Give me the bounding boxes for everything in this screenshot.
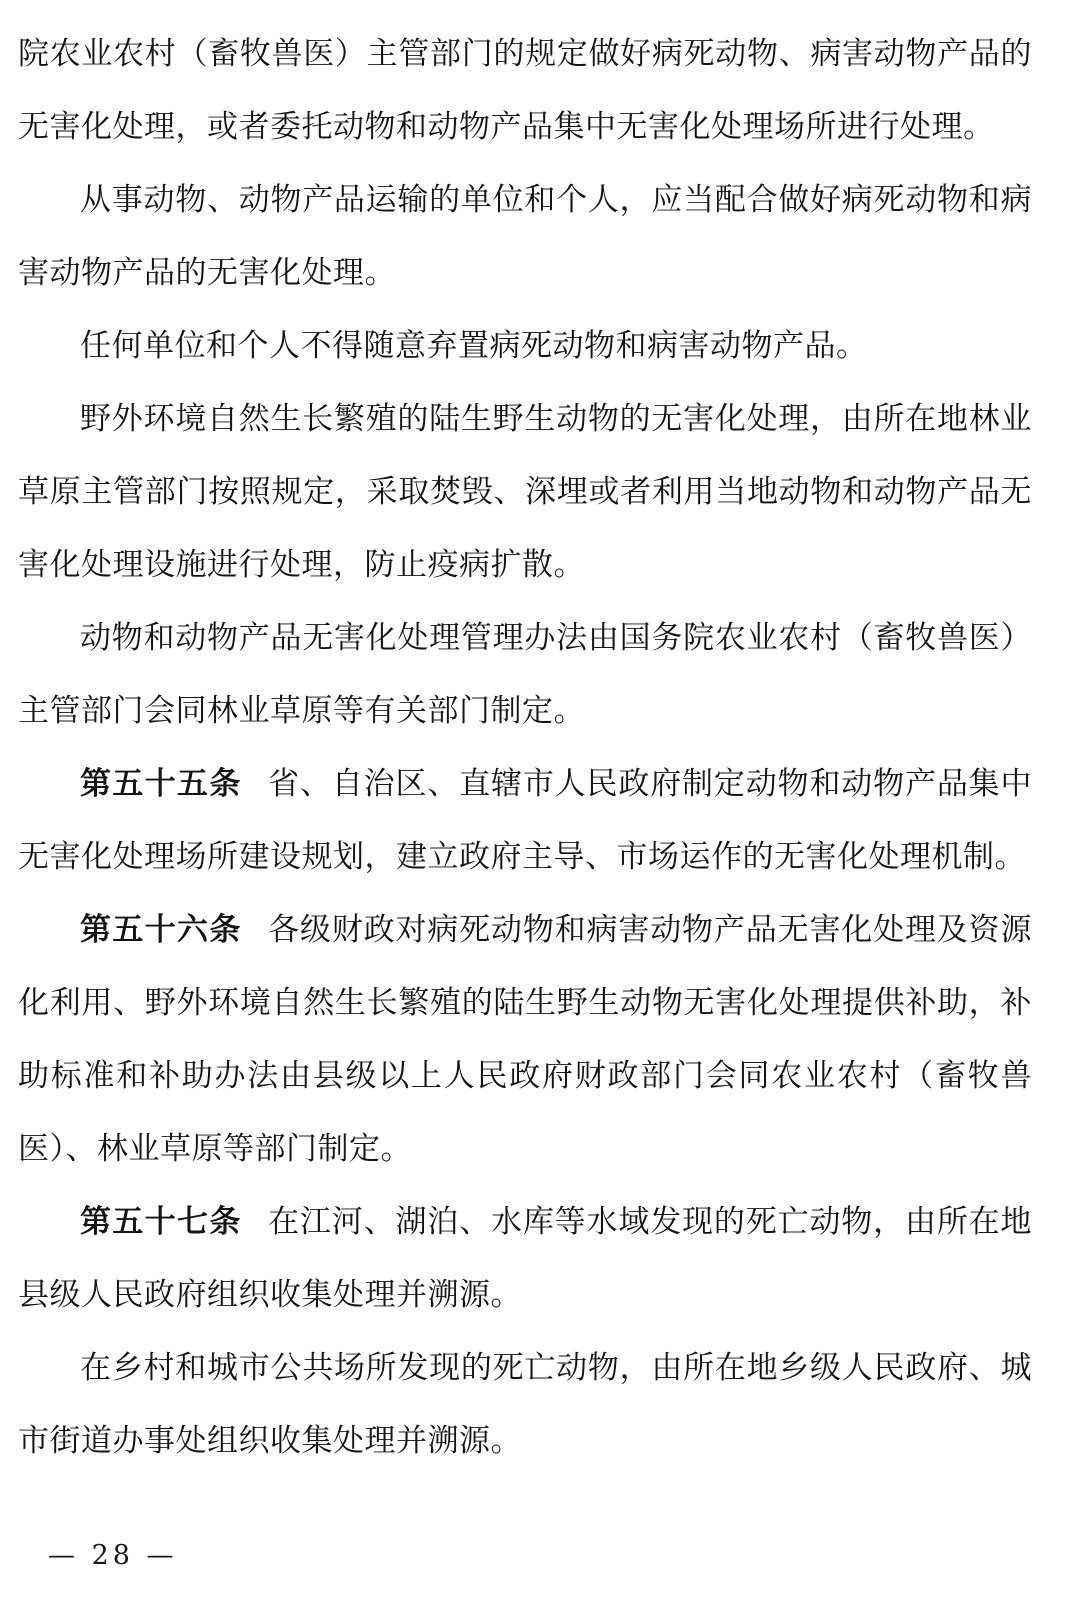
article-paragraph — [18, 748, 1032, 894]
article-number: 第五十六条 — [80, 912, 242, 948]
paragraph — [18, 1332, 1032, 1478]
document-body — [18, 18, 1032, 1478]
article-paragraph — [18, 1186, 1032, 1332]
paragraph-text: 院农业农村（畜牧兽医）主管部门的规定做好病死动物、病害动物产品的无害化处理，或者委托动物和动物产品集中无害化处理场所进行处理。 — [18, 36, 1032, 145]
paragraph-text: 任何单位和个人不得随意弃置病死动物和病害动物产品。 — [80, 328, 868, 364]
paragraph-text: 各级财政对病死动物和病害动物产品无害化处理及资源化利用、野外环境自然生长繁殖的陆生野生动物无害化处理提供补助，补助标准和补助办法由县级以上人民政府财政部门会同农业农村（畜牧兽医）、林业草原等部门制定。 — [18, 912, 1033, 1167]
page-number: — 28 — — [48, 1540, 178, 1571]
paragraph-text: 动物和动物产品无害化处理管理办法由国务院农业农村（畜牧兽医）主管部门会同林业草原等有关部门制定。 — [18, 620, 1032, 729]
paragraph-text: 在江河、湖泊、水库等水域发现的死亡动物，由所在地县级人民政府组织收集处理并溯源。 — [18, 1204, 1033, 1313]
article-paragraph — [18, 894, 1032, 1186]
paragraph-text: 野外环境自然生长繁殖的陆生野生动物的无害化处理，由所在地林业草原主管部门按照规定，采取焚毁、深埋或者利用当地动物和动物产品无害化处理设施进行处理，防止疫病扩散。 — [18, 401, 1032, 583]
article-number: 第五十五条 — [80, 766, 242, 802]
paragraph — [18, 18, 1032, 164]
paragraph — [18, 383, 1032, 602]
paragraph-text: 从事动物、动物产品运输的单位和个人，应当配合做好病死动物和病害动物产品的无害化处理。 — [18, 182, 1032, 291]
article-number: 第五十七条 — [80, 1204, 242, 1240]
paragraph-text: 省、自治区、直辖市人民政府制定动物和动物产品集中无害化处理场所建设规划，建立政府主导、市场运作的无害化处理机制。 — [18, 766, 1033, 875]
paragraph-text: 在乡村和城市公共场所发现的死亡动物，由所在地乡级人民政府、城市街道办事处组织收集处理并溯源。 — [18, 1350, 1032, 1459]
paragraph — [18, 310, 1032, 383]
paragraph — [18, 164, 1032, 310]
paragraph — [18, 602, 1032, 748]
